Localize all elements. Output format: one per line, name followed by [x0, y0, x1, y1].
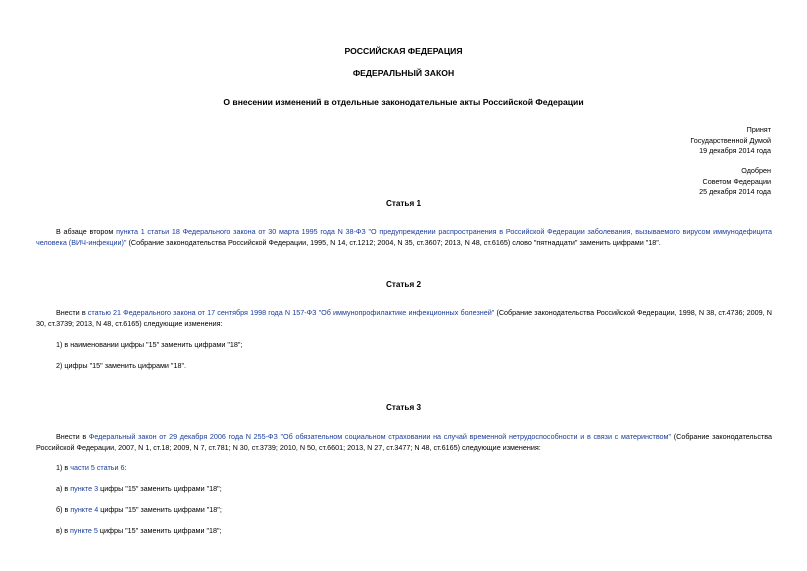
article-3-law-link[interactable]: Федеральный закон от 29 декабря 2006 года N 255-ФЗ "Об обязательном социальном страховании на случай временной нетрудоспособности и в связи с материнством"	[88, 432, 672, 441]
article-3-item-1-link[interactable]: части 5 статьи 6	[70, 463, 125, 472]
approved-block	[699, 166, 771, 198]
adopted-label: Принят	[746, 125, 771, 134]
article-1-text-post: (Собрание законодательства Российской Федерации, 1995, N 14, ст.1212; 2004, N 35, ст.3607; 2013, N 48, ст.6165) слово "пятнадцати" заменить цифрами "18".	[126, 237, 661, 247]
article-3-item-b-post: цифры "15" заменить цифрами "18";	[98, 505, 222, 514]
article-2-text-post: (Собрание законодательства Российской Федерации, 1998, N 38, ст.4736; 2009, N 30, ст.3739; 2013, N 48, ст.6165) следующие изменения:	[36, 308, 772, 328]
article-1-law-link[interactable]: пункта 1 статьи 18 Федерального закона от 30 марта 1995 года N 38-ФЗ "О предупреждении распространения в Российской Федерации заболевания, вызываемого вирусом иммунодефицита человека (ВИЧ-инфекции)"	[36, 227, 772, 247]
article-1-heading: Статья 1	[385, 199, 422, 208]
article-2-text-pre: Внести в	[56, 308, 88, 317]
article-2-item-2: 2) цифры "15" заменить цифрами "18".	[56, 361, 187, 370]
article-3-text-post: (Собрание законодательства Российской Федерации, 2007, N 1, ст.18; 2009, N 7, ст.781; N 30, ст.3739; 2010, N 50, ст.6601; 2013, N 27, ст.3477; N 48, ст.6165) следующие изменения:	[36, 432, 772, 452]
article-3-item-a-link[interactable]: пункте 3	[70, 484, 99, 493]
article-2-law-link[interactable]: статью 21 Федерального закона от 17 сентября 1998 года N 157-ФЗ "Об иммунопрофилактике инфекционных болезней"	[87, 308, 495, 317]
adopted-date: 19 декабря 2014 года	[699, 146, 771, 155]
adopted-block	[690, 125, 771, 157]
article-3-item-1-post: :	[124, 463, 127, 472]
article-3-item-v-pre: в) в	[56, 526, 71, 535]
article-3-item-1	[56, 463, 127, 472]
doc-type-heading: ФЕДЕРАЛЬНЫЙ ЗАКОН	[352, 68, 455, 78]
approved-label: Одобрен	[741, 166, 771, 175]
article-3-item-v-post: цифры "15" заменить цифрами "18";	[97, 526, 222, 535]
article-3-item-v-link[interactable]: пункте 5	[70, 526, 98, 535]
law-title: О внесении изменений в отдельные законодательные акты Российской Федерации	[223, 97, 584, 107]
article-3-item-a-post: цифры "15" заменить цифрами "18";	[98, 484, 222, 493]
approved-date: 25 декабря 2014 года	[699, 187, 771, 196]
article-2-heading: Статья 2	[385, 280, 422, 289]
article-3-item-b-link[interactable]: пункте 4	[70, 505, 99, 514]
approved-body: Советом Федерации	[702, 176, 771, 186]
article-2-paragraph	[36, 308, 772, 329]
article-3-item-1-pre: 1) в	[56, 463, 71, 472]
article-1-text-pre: В абзаце втором	[56, 227, 117, 236]
article-3-heading: Статья 3	[385, 403, 422, 412]
article-2-item-1: 1) в наименовании цифры "15" заменить цифрами "18";	[56, 340, 243, 349]
article-3-text-pre: Внести в	[56, 432, 89, 441]
article-3-item-a	[56, 484, 222, 493]
country-heading: РОССИЙСКАЯ ФЕДЕРАЦИЯ	[344, 46, 463, 56]
article-3-paragraph	[36, 432, 772, 453]
article-1-paragraph	[36, 227, 772, 248]
article-3-item-a-pre: а) в	[56, 484, 71, 493]
article-3-item-v	[56, 526, 222, 535]
adopted-body: Государственной Думой	[690, 135, 771, 145]
article-3-item-b-pre: б) в	[56, 505, 71, 514]
article-3-item-b	[56, 505, 222, 514]
